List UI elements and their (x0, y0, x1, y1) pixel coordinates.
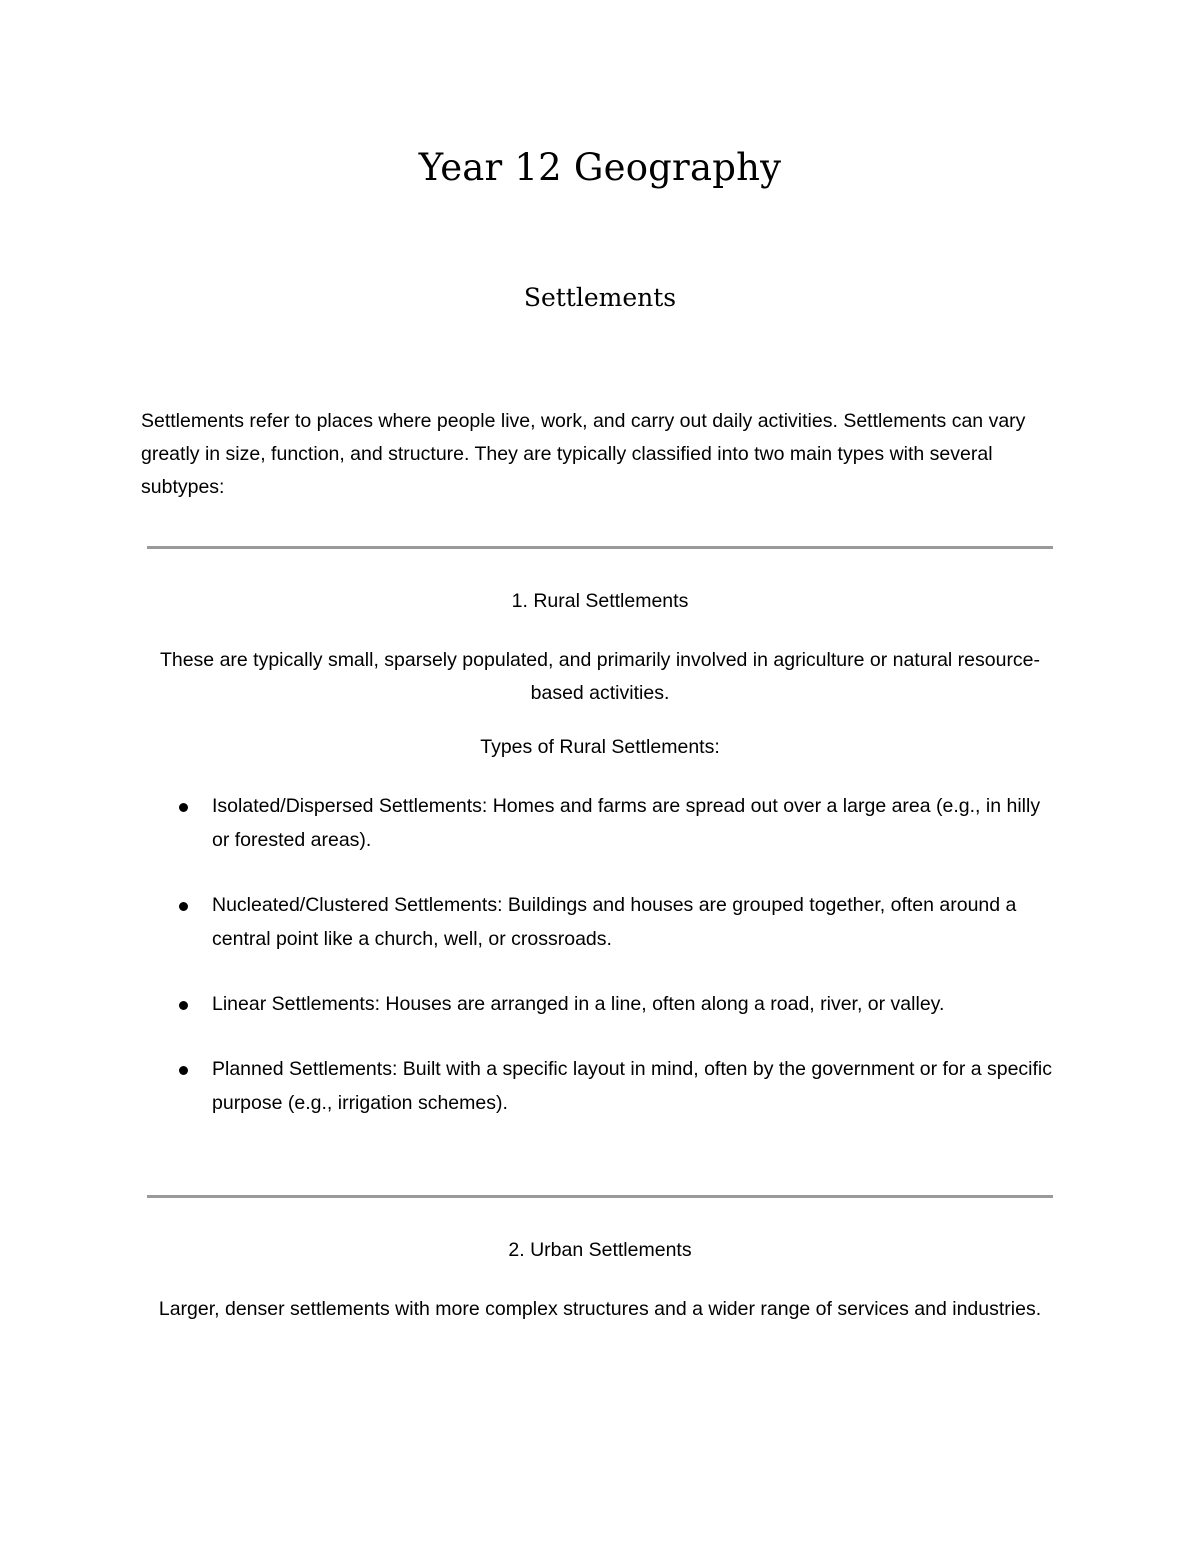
intro-paragraph: Settlements refer to places where people live, work, and carry out daily activities. Settlements can vary greatly in size, function, and structure. They are typically classified into two main types with several subtypes: (141, 410, 1026, 498)
section-description-urban: Larger, denser settlements with more complex structures and a wider range of services and industries. (158, 1298, 1042, 1320)
list-item-text: Isolated/Dispersed Settlements: Homes and farms are spread out over a large area (e.g., in hilly or forested areas). (212, 795, 1041, 851)
section-heading-urban: 2. Urban Settlements (508, 1239, 692, 1261)
types-heading-rural: Types of Rural Settlements: (480, 736, 720, 758)
list-item (170, 987, 1060, 1021)
list-item (170, 1052, 1060, 1120)
list-item-text: Planned Settlements: Built with a specific layout in mind, often by the government or for a specific purpose (e.g., irrigation schemes). (212, 1058, 1053, 1114)
list-item-text: Linear Settlements: Houses are arranged in a line, often along a road, river, or valley. (212, 993, 945, 1015)
section-divider (147, 546, 1053, 549)
bullet-icon (179, 902, 188, 911)
section-description-rural: These are typically small, sparsely populated, and primarily involved in agriculture or natural resource-based activities. (159, 649, 1041, 704)
bullet-icon (179, 1001, 188, 1010)
list-item (170, 888, 1060, 956)
list-item (170, 789, 1060, 857)
list-item-text: Nucleated/Clustered Settlements: Buildings and houses are grouped together, often around a central point like a church, well, or crossroads. (212, 894, 1017, 950)
section-divider (147, 1195, 1053, 1198)
document-title: Year 12 Geography (418, 146, 782, 189)
document-subtitle: Settlements (523, 283, 677, 312)
section-heading-rural: 1. Rural Settlements (511, 590, 689, 612)
bullet-icon (179, 803, 188, 812)
bullet-icon (179, 1066, 188, 1075)
rural-types-list (170, 789, 1060, 1151)
